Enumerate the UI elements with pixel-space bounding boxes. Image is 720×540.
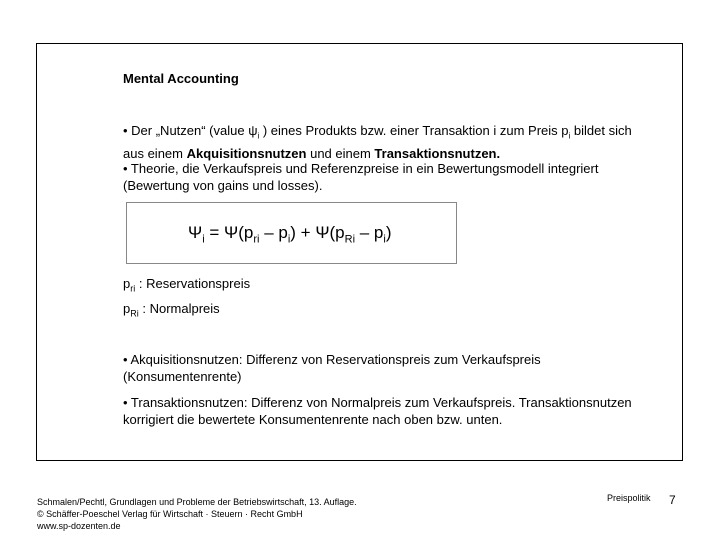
formula-part: ) xyxy=(385,223,392,242)
footer-line: © Schäffer-Poeschel Verlag für Wirtschaft · Steuern · Recht GmbH xyxy=(37,509,303,519)
definition-reservationspreis xyxy=(123,276,250,294)
footer-citation xyxy=(37,496,357,532)
bullet-theory: • Theorie, die Verkaufspreis und Referenzpreise in ein Bewertungsmodell integriert (Bewertung von gains und losses). xyxy=(123,161,599,193)
formula-part: = Ψ(p xyxy=(204,223,254,242)
slide-title: Mental Accounting xyxy=(123,71,239,86)
bullet-value-definition xyxy=(123,122,643,162)
bullet-text: und einem xyxy=(306,145,375,161)
formula-sub: Ri xyxy=(344,233,356,246)
section-label: Preispolitik xyxy=(607,493,651,503)
bold-term: Akquisitionsnutzen xyxy=(186,145,307,161)
formula-part: – p xyxy=(355,223,384,242)
def-symbol: p xyxy=(123,301,131,316)
formula-part: ) + Ψ(p xyxy=(290,223,345,242)
formula-sub: ri xyxy=(253,233,260,246)
subscript: i xyxy=(568,131,571,141)
def-sub: Ri xyxy=(130,308,139,319)
def-text: : Reservationspreis xyxy=(135,276,251,291)
bullet-transaktionsnutzen: • Transaktionsnutzen: Differenz von Normalpreis zum Verkaufspreis. Transaktionsnutzen korrigiert die bewertete Konsumentenrente nach oben bzw. unten. xyxy=(123,395,632,427)
page-number: 7 xyxy=(669,493,676,507)
def-sub: ri xyxy=(130,283,136,294)
bullet-text: • Der „Nutzen“ (value ψ xyxy=(123,123,258,138)
footer-line: www.sp-dozenten.de xyxy=(37,521,121,531)
subscript: i xyxy=(257,131,260,141)
slide-frame xyxy=(36,43,683,461)
formula xyxy=(188,223,392,245)
formula-part: – p xyxy=(259,223,288,242)
def-text: : Normalpreis xyxy=(138,301,220,316)
formula-box xyxy=(126,202,457,264)
formula-sub: i xyxy=(287,233,291,246)
footer-line: Schmalen/Pechtl, Grundlagen und Probleme der Betriebswirtschaft, 13. Auflage. xyxy=(37,497,357,507)
bullet-text: bildet sich aus einem xyxy=(123,123,632,161)
definition-normalpreis xyxy=(123,301,220,319)
formula-part: Ψ xyxy=(188,223,203,242)
bullet-akquisitionsnutzen: • Akquisitionsnutzen: Differenz von Reservationspreis zum Verkaufspreis (Konsumentenrente) xyxy=(123,352,541,384)
formula-sub: i xyxy=(383,233,386,246)
bullet-text: ) eines Produkts bzw. einer Transaktion i zum Preis p xyxy=(259,123,569,138)
bold-term: Transaktionsnutzen. xyxy=(374,145,501,161)
formula-sub: i xyxy=(202,233,205,246)
def-symbol: p xyxy=(123,276,131,291)
